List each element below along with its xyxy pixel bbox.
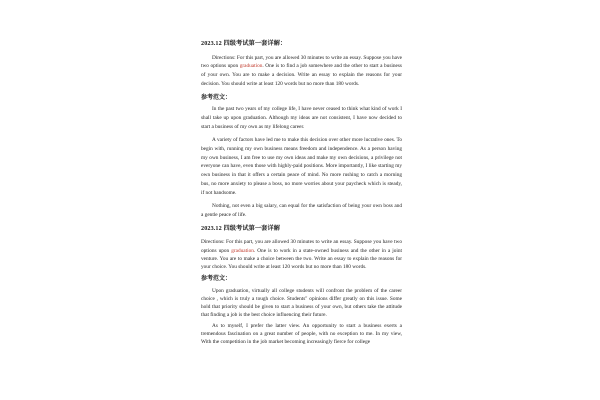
section-1-paragraph-1: In the past two years of my college life, I have never ceased to think what kind of work I shall take up upon graduation. Although my ideas are not consistent, I have now decided to start a business of my own as my lifelong career. [201,106,402,130]
document-page [201,40,402,348]
section-2-directions [201,238,402,271]
directions-text-start: Directions: For this part, you are allowed 30 minutes to write an essay. Suppose you have two options upon [201,54,402,70]
section-1-paragraph-2: A variety of factors have led me to make this decision over other more lucrative ones. To begin with, running my own business means freedom and independence. As a person having my own business, I am free to use my own ideas and make my own decisions, a privilege not everyone can have, even those with highly-paid positions. More importantly, I like starting my own business in that it offers a certain peace of mind. No more rushing to catch a morning bus, no more anxiety to please a boss, no more worries about your paycheck which is steady, if not handsome. [201,137,402,196]
section-2-paragraph-2: As to myself, I prefer the latter view. An opportunity to start a business exerts a tremendous fascination on a great number of people, with no exception to me. In my view, With the competition in the job market becoming increasingly fierce for college [201,322,402,346]
section-1-paragraph-3: Nothing, not even a big salary, can equal for the satisfaction of being your own boss and a gentle peace of life. [201,203,402,218]
directions-text-start: Directions: For this part, you are allowed 30 minutes to write an essay. Suppose you have two options upon [201,239,402,254]
directions-text-end: . One is to work in a state-owned business and the other in a joint venture. You are to make a choice between the two. Write an essay to explain the reasons for your choice. You should write at least 120 words but no more than 180 words. [201,247,402,270]
section-2-paragraph-1: Upon graduation, virtually all college students will confront the problem of the career choice , which is truly a tough choice. Students" opinions differ greatly on this issue. Some hold that priority should be given to start a business of your own, but others take the attitude that finding a job is the best choice influencing their future. [201,287,402,319]
section-1-sample-label: 参考范文： [201,94,232,101]
section-1-directions [201,54,402,89]
section-2-sample-label: 参考范文： [201,276,232,283]
section-2-heading: 2023.12 四级考试第一套详解 [201,224,281,232]
highlighted-word: graduation [239,63,263,70]
highlighted-word: graduation [231,247,254,254]
directions-text-end: . One is to find a job somewhere and the other to start a business of your own. You are to make a decision. Write an essay to explain the reasons for your decision. You should write at least 120 words but no more than 180 words. [201,63,402,87]
section-1-heading: 2023.12 四级考试第一套详解： [201,40,287,47]
